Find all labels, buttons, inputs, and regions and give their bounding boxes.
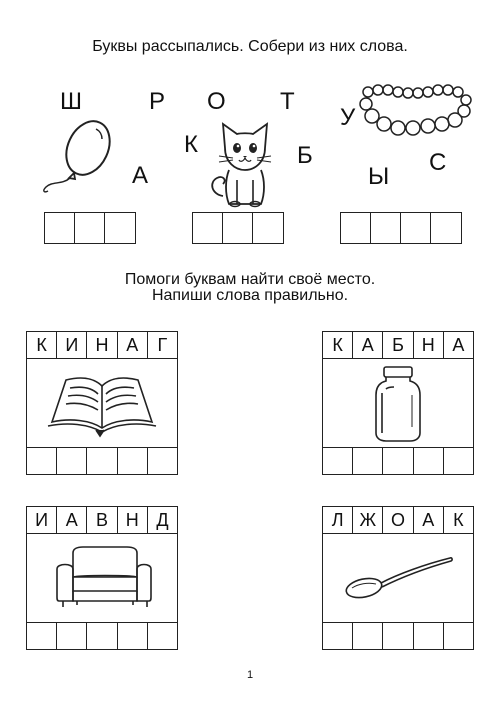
answer-cell[interactable] [193, 213, 223, 243]
answer-cell[interactable] [371, 213, 401, 243]
answer-cell[interactable] [45, 213, 75, 243]
letter-cell: И [57, 332, 87, 358]
letter-cell: А [353, 332, 383, 358]
answer-row[interactable] [322, 622, 474, 650]
answer-cell[interactable] [414, 448, 444, 474]
answer-row[interactable] [26, 447, 178, 475]
answer-cell[interactable] [75, 213, 105, 243]
book-image [26, 359, 178, 447]
answer-cell[interactable] [383, 448, 413, 474]
letter-cell: К [27, 332, 57, 358]
spoon-image [322, 534, 474, 622]
letter-cell: К [323, 332, 353, 358]
task1-instruction: Буквы рассыпались. Собери из них слова. [92, 38, 408, 55]
letter-cell: А [414, 507, 444, 533]
sofa-image [26, 534, 178, 622]
letter-cell: О [383, 507, 413, 533]
answer-boxes-3[interactable] [340, 212, 462, 244]
letter-cell: К [453, 509, 464, 530]
scrambled-letters-row [322, 331, 474, 359]
letter-cell: А [57, 507, 87, 533]
answer-boxes-1[interactable] [44, 212, 136, 244]
letter-cell: Л [323, 507, 353, 533]
letter-cell: Н [118, 507, 148, 533]
letter-cell: Б [383, 332, 413, 358]
answer-cell[interactable] [341, 213, 371, 243]
answer-cell[interactable] [223, 213, 253, 243]
letter-cell: В [87, 507, 117, 533]
answer-cell[interactable] [118, 623, 148, 649]
jar-image [322, 359, 474, 447]
scattered-letter: А [132, 162, 149, 189]
word-card-book [26, 331, 178, 475]
scattered-letter: К [184, 131, 198, 158]
scattered-letter: С [429, 149, 447, 176]
word-card-jar [322, 331, 474, 475]
answer-cell[interactable] [87, 623, 117, 649]
scrambled-letters-row [322, 506, 474, 534]
answer-cell[interactable] [444, 448, 473, 474]
page-number: 1 [246, 669, 254, 681]
letter-cell: А [452, 334, 465, 355]
word-card-sofa [26, 506, 178, 650]
letter-cell: Н [414, 332, 444, 358]
answer-row[interactable] [322, 447, 474, 475]
letter-cell: Н [87, 332, 117, 358]
answer-cell[interactable] [87, 448, 117, 474]
answer-cell[interactable] [148, 623, 177, 649]
letter-cell: Ж [353, 507, 383, 533]
answer-cell[interactable] [57, 448, 87, 474]
beads-image [356, 80, 476, 145]
answer-cell[interactable] [353, 623, 383, 649]
letter-cell: И [27, 507, 57, 533]
scattered-letter: Т [280, 88, 295, 115]
answer-cell[interactable] [148, 448, 177, 474]
scattered-letter: О [207, 88, 226, 115]
task2-instruction-line2: Напиши слова правильно. [151, 287, 349, 304]
answer-cell[interactable] [323, 448, 353, 474]
answer-cell[interactable] [27, 623, 57, 649]
balloon-image [38, 115, 128, 195]
answer-cell[interactable] [401, 213, 431, 243]
answer-cell[interactable] [444, 623, 473, 649]
answer-boxes-2[interactable] [192, 212, 284, 244]
answer-cell[interactable] [27, 448, 57, 474]
cat-image [205, 118, 285, 208]
scattered-letter: Ы [368, 163, 390, 190]
answer-cell[interactable] [105, 213, 135, 243]
answer-cell[interactable] [57, 623, 87, 649]
answer-cell[interactable] [253, 213, 283, 243]
answer-cell[interactable] [323, 623, 353, 649]
answer-row[interactable] [26, 622, 178, 650]
answer-cell[interactable] [414, 623, 444, 649]
answer-cell[interactable] [118, 448, 148, 474]
scrambled-letters-row [26, 506, 178, 534]
answer-cell[interactable] [383, 623, 413, 649]
scattered-letter: У [340, 104, 356, 131]
scattered-letter: Ш [60, 88, 82, 115]
answer-cell[interactable] [431, 213, 461, 243]
scattered-letter: Р [149, 88, 166, 115]
scattered-letter: Б [297, 142, 313, 169]
letter-cell: Г [157, 334, 168, 355]
letter-cell: Д [156, 509, 169, 530]
scrambled-letters-row [26, 331, 178, 359]
word-card-spoon [322, 506, 474, 650]
answer-cell[interactable] [353, 448, 383, 474]
letter-cell: А [118, 332, 148, 358]
task2-instruction-line1: Помоги буквам найти своё место. [124, 271, 376, 288]
